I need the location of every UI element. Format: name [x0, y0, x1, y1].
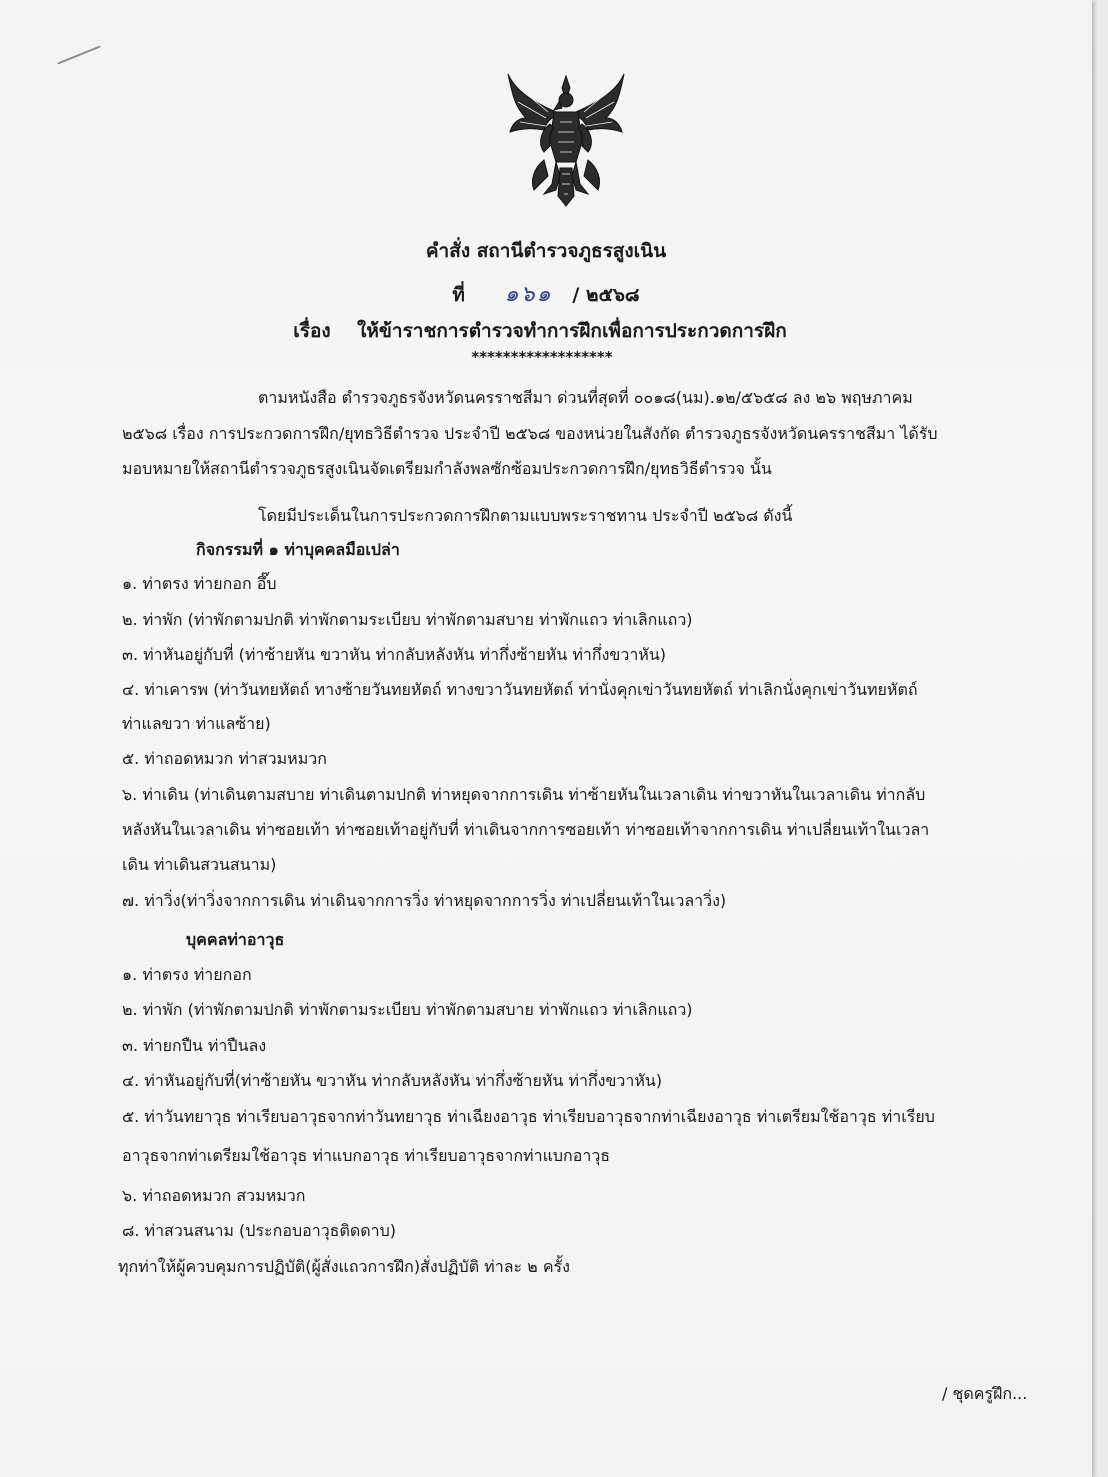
- intro-line: มอบหมายให้สถานีตำรวจภูธรสูงเนินจัดเตรียมกำลังพลซักซ้อมประกวดการฝึก/ยุทธวิธีตำรวจ นั้น: [122, 459, 772, 478]
- order-number-prefix: ที่: [452, 284, 465, 306]
- list-item: ๒. ท่าพัก (ท่าพักตามปกติ ท่าพักตามระเบียบ ท่าพักตามสบาย ท่าพักแถว ท่าเลิกแถว): [122, 610, 693, 629]
- list-item-continuation: เดิน ท่าเดินสวนสนาม): [122, 855, 277, 874]
- staple-mark: [57, 45, 100, 64]
- list-item: ๑. ท่าตรง ท่ายกอก อึ๊บ: [122, 574, 277, 593]
- list-item-continuation: หลังหันในเวลาเดิน ท่าซอยเท้า ท่าซอยเท้าอยู่กับที่ ท่าเดินจากการซอยเท้า ท่าซอยเท้าจากการเดิน ท่าเปลี่ยนเท้าในเวลา: [122, 820, 930, 839]
- list-item: ๓. ท่าหันอยู่กับที่ (ท่าซ้ายหัน ขวาหัน ท่ากลับหลังหัน ท่ากึ่งซ้ายหัน ท่ากึ่งขวาหัน): [122, 645, 667, 664]
- list-item: ๕. ท่าถอดหมวก ท่าสวมหมวก: [122, 749, 327, 768]
- intro-line: ตามหนังสือ ตำรวจภูธรจังหวัดนครราชสีมา ด่วนที่สุดที่ ๐๐๑๘(นม).๑๒/๕๖๕๘ ลง ๒๖ พฤษภาคม: [258, 388, 913, 407]
- list-item: ๔. ท่าเคารพ (ท่าวันทยหัตถ์ ทางซ้ายวันทยหัตถ์ ทางขวาวันทยหัตถ์ ท่านั่งคุกเข่าวันทยหัตถ์ ท่าเลิกนั่งคุกเข่าวันทยหัตถ์: [122, 680, 918, 699]
- section-heading: บุคคลท่าอาวุธ: [186, 930, 285, 949]
- list-item: ๘. ท่าสวนสนาม (ประกอบอาวุธติดดาบ): [122, 1221, 396, 1240]
- order-title: [0, 236, 1092, 266]
- section-heading: กิจกรรมที่ ๑ ท่าบุคคลมือเปล่า: [196, 540, 400, 559]
- list-item: ๖. ท่าถอดหมวก สวมหมวก: [122, 1186, 306, 1205]
- separator-stars: ******************: [471, 348, 613, 366]
- order-number-handwritten: ๑๖๑: [504, 282, 553, 307]
- page-continuation: / ชุดครูฝึก...: [942, 1384, 1028, 1403]
- list-item: ๖. ท่าเดิน (ท่าเดินตามสบาย ท่าเดินตามปกติ ท่าหยุดจากการเดิน ท่าซ้ายหันในเวลาเดิน ท่าขวาหันในเวลาเดิน ท่ากลับ: [122, 785, 926, 804]
- intro-line: ๒๕๖๘ เรื่อง การประกวดการฝึก/ยุทธวิธีตำรวจ ประจำปี ๒๕๖๘ ของหน่วยในสังกัด ตำรวจภูธรจังหวัดนครราชสีมา ได้รับ: [122, 424, 938, 443]
- list-item: ๑. ท่าตรง ท่ายกอก: [122, 965, 252, 984]
- closing-note: ทุกท่าให้ผู้ควบคุมการปฏิบัติ(ผู้สั่งแถวการฝึก)สั่งปฏิบัติ ท่าละ ๒ ครั้ง: [118, 1257, 570, 1276]
- list-item: ๓. ท่ายกปืน ท่าปืนลง: [122, 1036, 267, 1055]
- list-item: ๗. ท่าวิ่ง(ท่าวิ่งจากการเดิน ท่าเดินจากการวิ่ง ท่าหยุดจากการวิ่ง ท่าเปลี่ยนเท้าในเวลาวิ่ง): [122, 891, 727, 910]
- list-item-continuation: อาวุธจากท่าเตรียมใช้อาวุธ ท่าแบกอาวุธ ท่าเรียบอาวุธจากท่าแบกอาวุธ: [122, 1146, 611, 1165]
- garuda-emblem-icon: [504, 72, 628, 208]
- subject-text: ให้ข้าราชการตำรวจทำการฝึกเพื่อการประกวดการฝึก: [357, 320, 787, 342]
- list-item: ๒. ท่าพัก (ท่าพักตามปกติ ท่าพักตามระเบียบ ท่าพักตามสบาย ท่าพักแถว ท่าเลิกแถว): [122, 1000, 693, 1019]
- order-number: [0, 276, 1092, 311]
- intro-line: โดยมีประเด็นในการประกวดการฝึกตามแบบพระราชทาน ประจำปี ๒๕๖๘ ดังนี้: [258, 506, 793, 525]
- order-title-text: คำสั่ง สถานีตำรวจภูธรสูงเนิน: [425, 240, 667, 262]
- order-number-year: / ๒๕๖๘: [572, 284, 640, 306]
- list-item: ๔. ท่าหันอยู่กับที่(ท่าซ้ายหัน ขวาหัน ท่ากลับหลังหัน ท่ากึ่งซ้ายหัน ท่ากึ่งขวาหัน): [122, 1071, 663, 1090]
- list-item-continuation: ท่าแลขวา ท่าแลซ้าย): [122, 714, 271, 733]
- list-item: ๕. ท่าวันทยาวุธ ท่าเรียบอาวุธจากท่าวันทยาวุธ ท่าเฉียงอาวุธ ท่าเรียบอาวุธจากท่าเฉียงอาวุธ ท่าเตรียมใช้อาวุธ ท่าเรียบ: [122, 1107, 935, 1126]
- order-subject: [0, 316, 1086, 346]
- subject-label: เรื่อง: [293, 320, 331, 342]
